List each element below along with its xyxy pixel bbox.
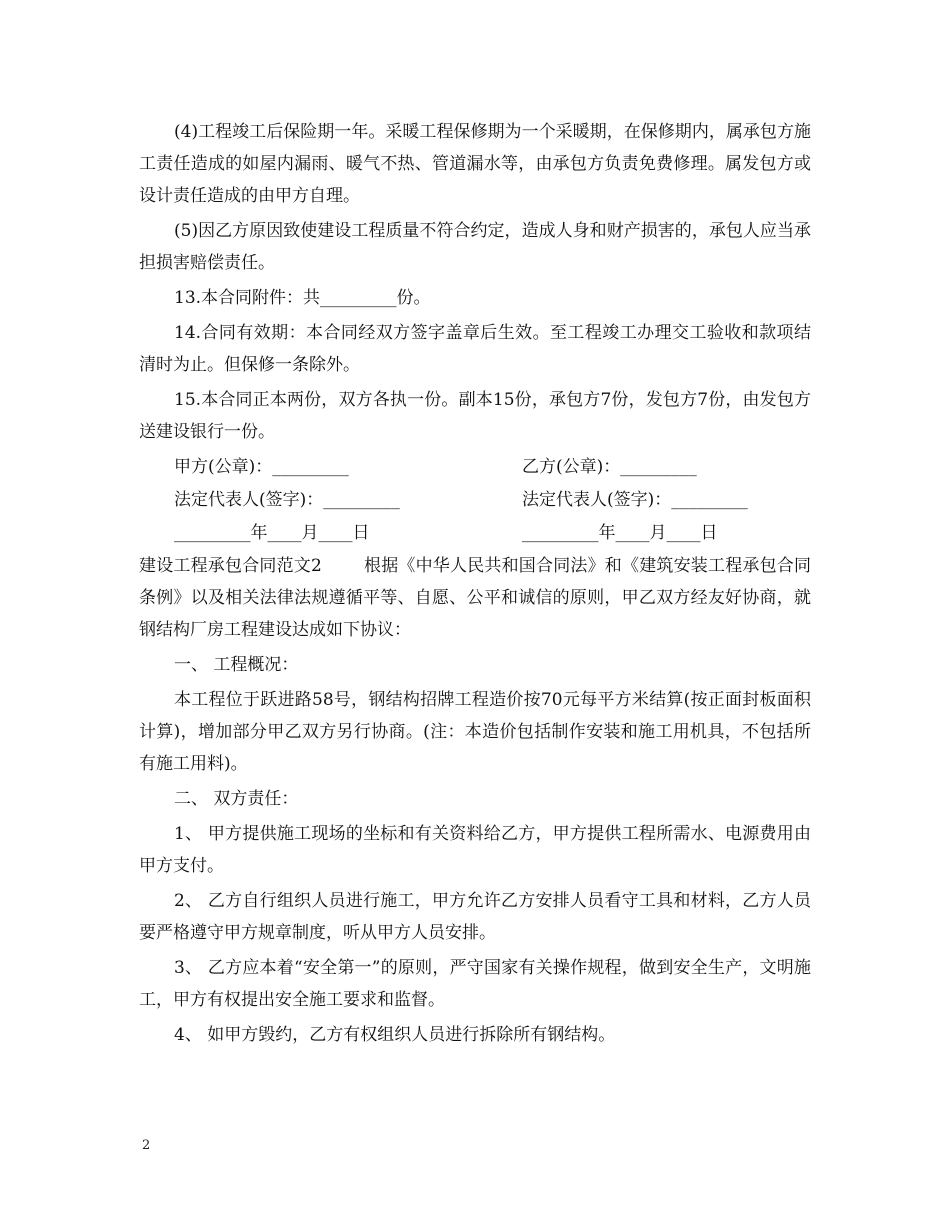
signature-seal-row — [139, 451, 811, 484]
party-a-date: _________年____月____日 — [174, 523, 370, 543]
clause-4-warranty: (4)工程竣工后保险期一年。采暖工程保修期为一个采暖期，在保修期内，属承包方施工责任造成的如屋内漏雨、暖气不热、管道漏水等，由承包方负责免费修理。属发包方或设计责任造成的由甲方自理。 — [139, 122, 811, 206]
party-a-representative: 法定代表人(签字)：_________ — [174, 490, 400, 510]
responsibility-item-2: 2、 乙方自行组织人员进行施工，甲方允许乙方安排人员看守工具和材料，乙方人员要严格遵守甲方规章制度，听从甲方人员安排。 — [139, 891, 811, 943]
responsibility-item-4: 4、 如甲方毁约，乙方有权组织人员进行拆除所有钢结构。 — [174, 1025, 616, 1045]
document-body — [139, 116, 811, 1054]
clause-13-attachments: 13.本合同附件：共_________份。 — [174, 288, 431, 308]
section-2-heading: 二、 双方责任： — [174, 789, 299, 809]
second-contract-intro: 根据《中华人民共和国合同法》和《建筑安装工程承包合同条例》以及相关法律法规遵循平等、自愿、公平和诚信的原则，甲乙双方经友好协商，就钢结构厂房工程建设达成如下协议： — [139, 556, 811, 640]
section-1-body: 本工程位于跃进路58号，钢结构招牌工程造价按70元每平方米结算(按正面封板面积计算)，增加部分甲乙双方另行协商。(注：本造价包括制作安装和施工用机具，不包括所有施工用料)。 — [139, 690, 811, 774]
signature-rep-row — [139, 484, 811, 517]
second-contract-intro-paragraph — [139, 550, 811, 646]
party-b-seal: 乙方(公章)：_________ — [522, 457, 697, 477]
party-b-date: _________年____月____日 — [522, 523, 718, 543]
party-b-representative: 法定代表人(签字)：_________ — [522, 490, 748, 510]
responsibility-item-3: 3、 乙方应本着“安全第一”的原则，严守国家有关操作规程，做到安全生产，文明施工，甲方有权提出安全施工要求和监督。 — [139, 958, 811, 1010]
second-contract-title: 建设工程承包合同范文2 — [139, 556, 322, 576]
clause-5-liability: (5)因乙方原因致使建设工程质量不符合约定，造成人身和财产损害的，承包人应当承担损害赔偿责任。 — [139, 221, 811, 273]
clause-14-validity: 14.合同有效期：本合同经双方签字盖章后生效。至工程竣工办理交工验收和款项结清时为止。但保修一条除外。 — [139, 323, 811, 375]
page-number: 2 — [142, 1138, 151, 1153]
clause-15-copies: 15.本合同正本两份，双方各执一份。副本15份，承包方7份，发包方7份，由发包方送建设银行一份。 — [139, 390, 811, 442]
responsibility-item-1: 1、 甲方提供施工现场的坐标和有关资料给乙方，甲方提供工程所需水、电源费用由甲方支付。 — [139, 824, 811, 876]
section-1-heading: 一、 工程概况： — [174, 655, 299, 675]
signature-date-row — [139, 517, 811, 550]
party-a-seal: 甲方(公章)：_________ — [174, 457, 349, 477]
